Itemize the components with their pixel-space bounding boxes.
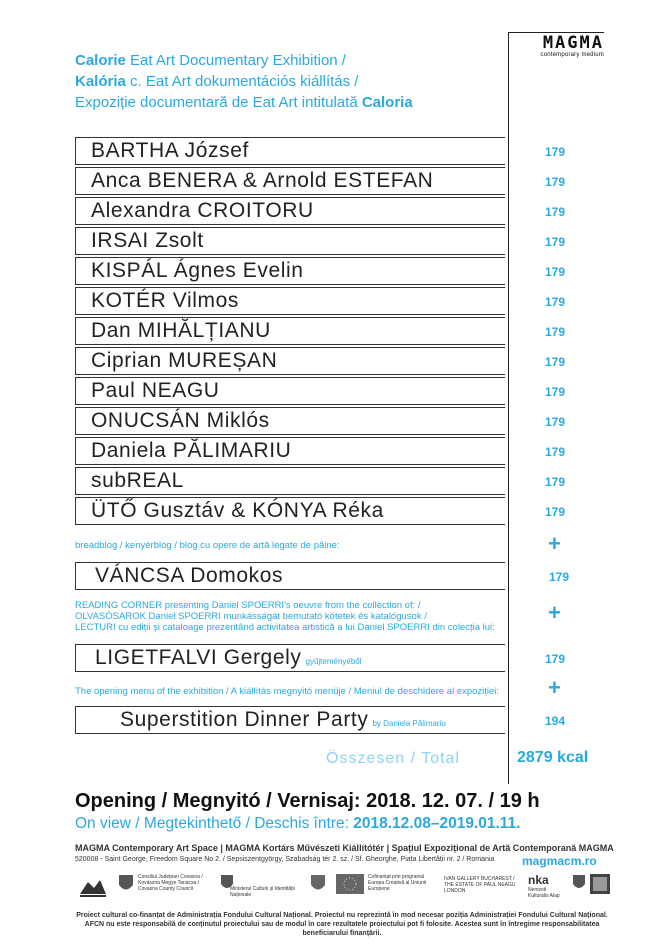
artist-row: KISPÁL Ágnes Evelin 179 (75, 257, 605, 285)
crest-icon (118, 874, 134, 896)
title-bold-ro: Caloria (361, 94, 413, 111)
title-ro: Expoziție documentară de Eat Art intitulată (75, 94, 362, 111)
menu-row: Superstition Dinner Party by Daniela Pălimariu 194 (75, 706, 605, 734)
breadblog-note: breadblog / kenyérblog / blog cu opere de artă legate de pâine: (75, 540, 340, 551)
organizer-line: MAGMA Contemporary Art Space | MAGMA Kortárs Művészeti Kiállítótér | Spațiul Expozițional de Artă Contemporană MAGMA (75, 843, 614, 853)
crest-icon (572, 874, 586, 894)
artist-row: IRSAI Zsolt 179 (75, 227, 605, 255)
crest-icon (310, 874, 326, 896)
artist-row: Alexandra CROITORU 179 (75, 197, 605, 225)
sponsor-logo-1 (78, 874, 108, 900)
artist-row: Ciprian MUREȘAN 179 (75, 347, 605, 375)
artist-row: KOTÉR Vilmos 179 (75, 287, 605, 315)
reading-note-hu: OLVASÓSAROK Daniel SPOERRI munkásságát bemutató kötetek és katalógusok / (75, 611, 427, 622)
exhibition-title (75, 50, 413, 113)
plus-icon: + (548, 531, 561, 556)
plus-icon: + (548, 600, 561, 625)
title-en: Eat Art Documentary Exhibition / (125, 52, 346, 69)
artist-row: ÜTŐ Gusztáv & KÓNYA Réka 179 (75, 497, 605, 525)
logo-wordmark: MAGMA (542, 33, 604, 53)
county-council-logo: Consiliul Județean Covasna / Kovászna Megye Tanácsa / Covasna County Council (138, 874, 203, 892)
reading-row: LIGETFALVI Gergely gyűjteményéből 179 (75, 644, 605, 672)
funding-disclaimer: Proiect cultural co-finanțat de Administrația Fondului Cultural Național. Proiectul nu reprezintă în mod necesar poziția Administrației Fondului Cultural Național. AFCN nu este responsabilă de conținutul proiectului sau de modul în care rezultatele proiectului pot fi folosite. Acestea sunt în întregime responsabilitatea beneficiarului finanțării. (76, 912, 608, 937)
eu-cofinanced-text: Cofinanțat prin programul Europa Creativă al Uniunii Europene (368, 874, 427, 892)
address-line: 520008 - Saint George, Freedom Square No 2. / Sepsiszentgyörgy, Szabadság tér 2. sz. / Sf. Gheorghe, Piața Libertății nr. 2 / Romania (75, 856, 495, 863)
breadblog-row: VÁNCSA Domokos 179 (75, 562, 605, 590)
title-hu: c. Eat Art dokumentációs kiállítás / (125, 73, 359, 90)
menu-note: The opening menu of the exhibition / A kiállítás megnyitó menüje / Meniul de deschidere al expoziției: (75, 686, 500, 697)
magma-logo (540, 34, 604, 58)
total-label: Összesen / Total (326, 750, 460, 767)
ivan-gallery-logo: IVAN GALLERY BUCHAREST / THE ESTATE OF PAUL NEAGU LONDON (444, 876, 516, 894)
artist-row: Paul NEAGU 179 (75, 377, 605, 405)
artist-row: ONUCSÁN Miklós 179 (75, 407, 605, 435)
artist-row: subREAL 179 (75, 467, 605, 495)
logo-subtitle: contemporary medium (540, 52, 604, 58)
artist-row: Daniela PĂLIMARIU 179 (75, 437, 605, 465)
website-link[interactable]: magmacm.ro (522, 854, 597, 868)
reading-note-en: READING CORNER presenting Daniel SPOERRI's oeuvre from the collection of: / (75, 600, 421, 611)
artist-row: Anca BENERA & Arnold ESTEFAN 179 (75, 167, 605, 195)
reading-note-ro: LECTURI cu ediții și cataloage prezentând activitatea artistică a lui Daniel SPOERRI din colecția lui: (75, 622, 495, 633)
eu-flag-icon (336, 874, 364, 896)
sponsor-logos (70, 874, 610, 908)
on-view-line: On view / Megtekinthető / Deschis între: 2018.12.08–2019.01.11. (75, 815, 521, 832)
nka-logo: nka Nemzeti Kulturális Alap (528, 873, 560, 899)
title-bold-hu: Kalória (75, 73, 126, 90)
plus-icon: + (548, 675, 561, 700)
opening-line: Opening / Megnyitó / Vernisaj: 2018. 12. 07. / 19 h (75, 790, 540, 812)
title-bold-en: Calorie (75, 52, 126, 69)
partner-logo-icon (590, 874, 610, 896)
artist-row: BARTHA József 179 (75, 137, 605, 165)
artist-row: Dan MIHĂLȚIANU 179 (75, 317, 605, 345)
ministry-logo: Ministerul Culturii și Identității Naționale (230, 886, 295, 898)
total-value: 2879 kcal (517, 749, 589, 766)
